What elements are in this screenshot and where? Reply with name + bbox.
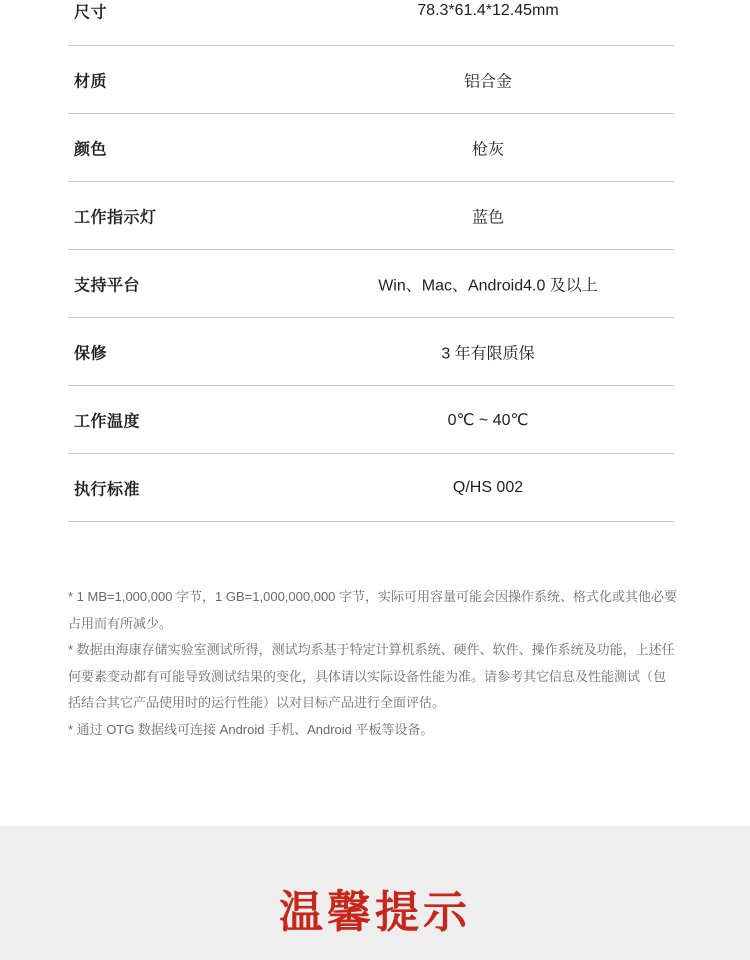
footnote-otg: * 通过 OTG 数据线可连接 Android 手机、Android 平板等设备。 [68, 721, 434, 737]
spec-row-standard [68, 454, 674, 522]
spec-value: 3 年有限质保 [441, 345, 535, 362]
spec-value: 枪灰 [471, 141, 505, 158]
spec-value: Win、Mac、Android4.0 及以上 [378, 277, 598, 294]
spec-row-size [68, 0, 674, 46]
spec-row-warranty [68, 318, 674, 386]
spec-table [68, 0, 674, 522]
spec-label: 颜色 [74, 141, 108, 158]
tips-title: 温馨提示 [279, 887, 471, 938]
footnotes [68, 584, 678, 743]
spec-label: 支持平台 [74, 277, 141, 294]
spec-row-color [68, 114, 674, 182]
spec-value: Q/HS 002 [452, 478, 524, 496]
spec-label: 尺寸 [74, 4, 108, 22]
spec-row-platform [68, 250, 674, 318]
spec-value: 蓝色 [471, 209, 505, 226]
spec-label: 保修 [74, 345, 108, 362]
spec-label: 工作温度 [74, 413, 141, 430]
spec-value: 铝合金 [463, 73, 513, 90]
spec-row-temperature [68, 386, 674, 454]
spec-value: 0℃ ~ 40℃ [447, 411, 529, 429]
spec-row-material [68, 46, 674, 114]
spec-label: 执行标准 [74, 481, 141, 498]
spec-label: 工作指示灯 [74, 209, 157, 226]
spec-value: 78.3*61.4*12.45mm [417, 2, 559, 19]
tips-section [0, 826, 750, 960]
footnote-capacity: * 1 MB=1,000,000 字节，1 GB=1,000,000,000 字节，实际可用容量可能会因操作系统、格式化或其他必要占用而有所减少。 [68, 589, 678, 631]
spec-label: 材质 [74, 73, 108, 90]
footnote-testing: * 数据由海康存储实验室测试所得，测试均系基于特定计算机系统、硬件、软件、操作系统及功能，上述任何要素变动都有可能导致测试结果的变化，具体请以实际设备性能为准。请参考其它信息及性能测试（包括结合其它产品使用时的运行性能）以对目标产品进行全面评估。 [68, 642, 675, 710]
spec-row-indicator [68, 182, 674, 250]
